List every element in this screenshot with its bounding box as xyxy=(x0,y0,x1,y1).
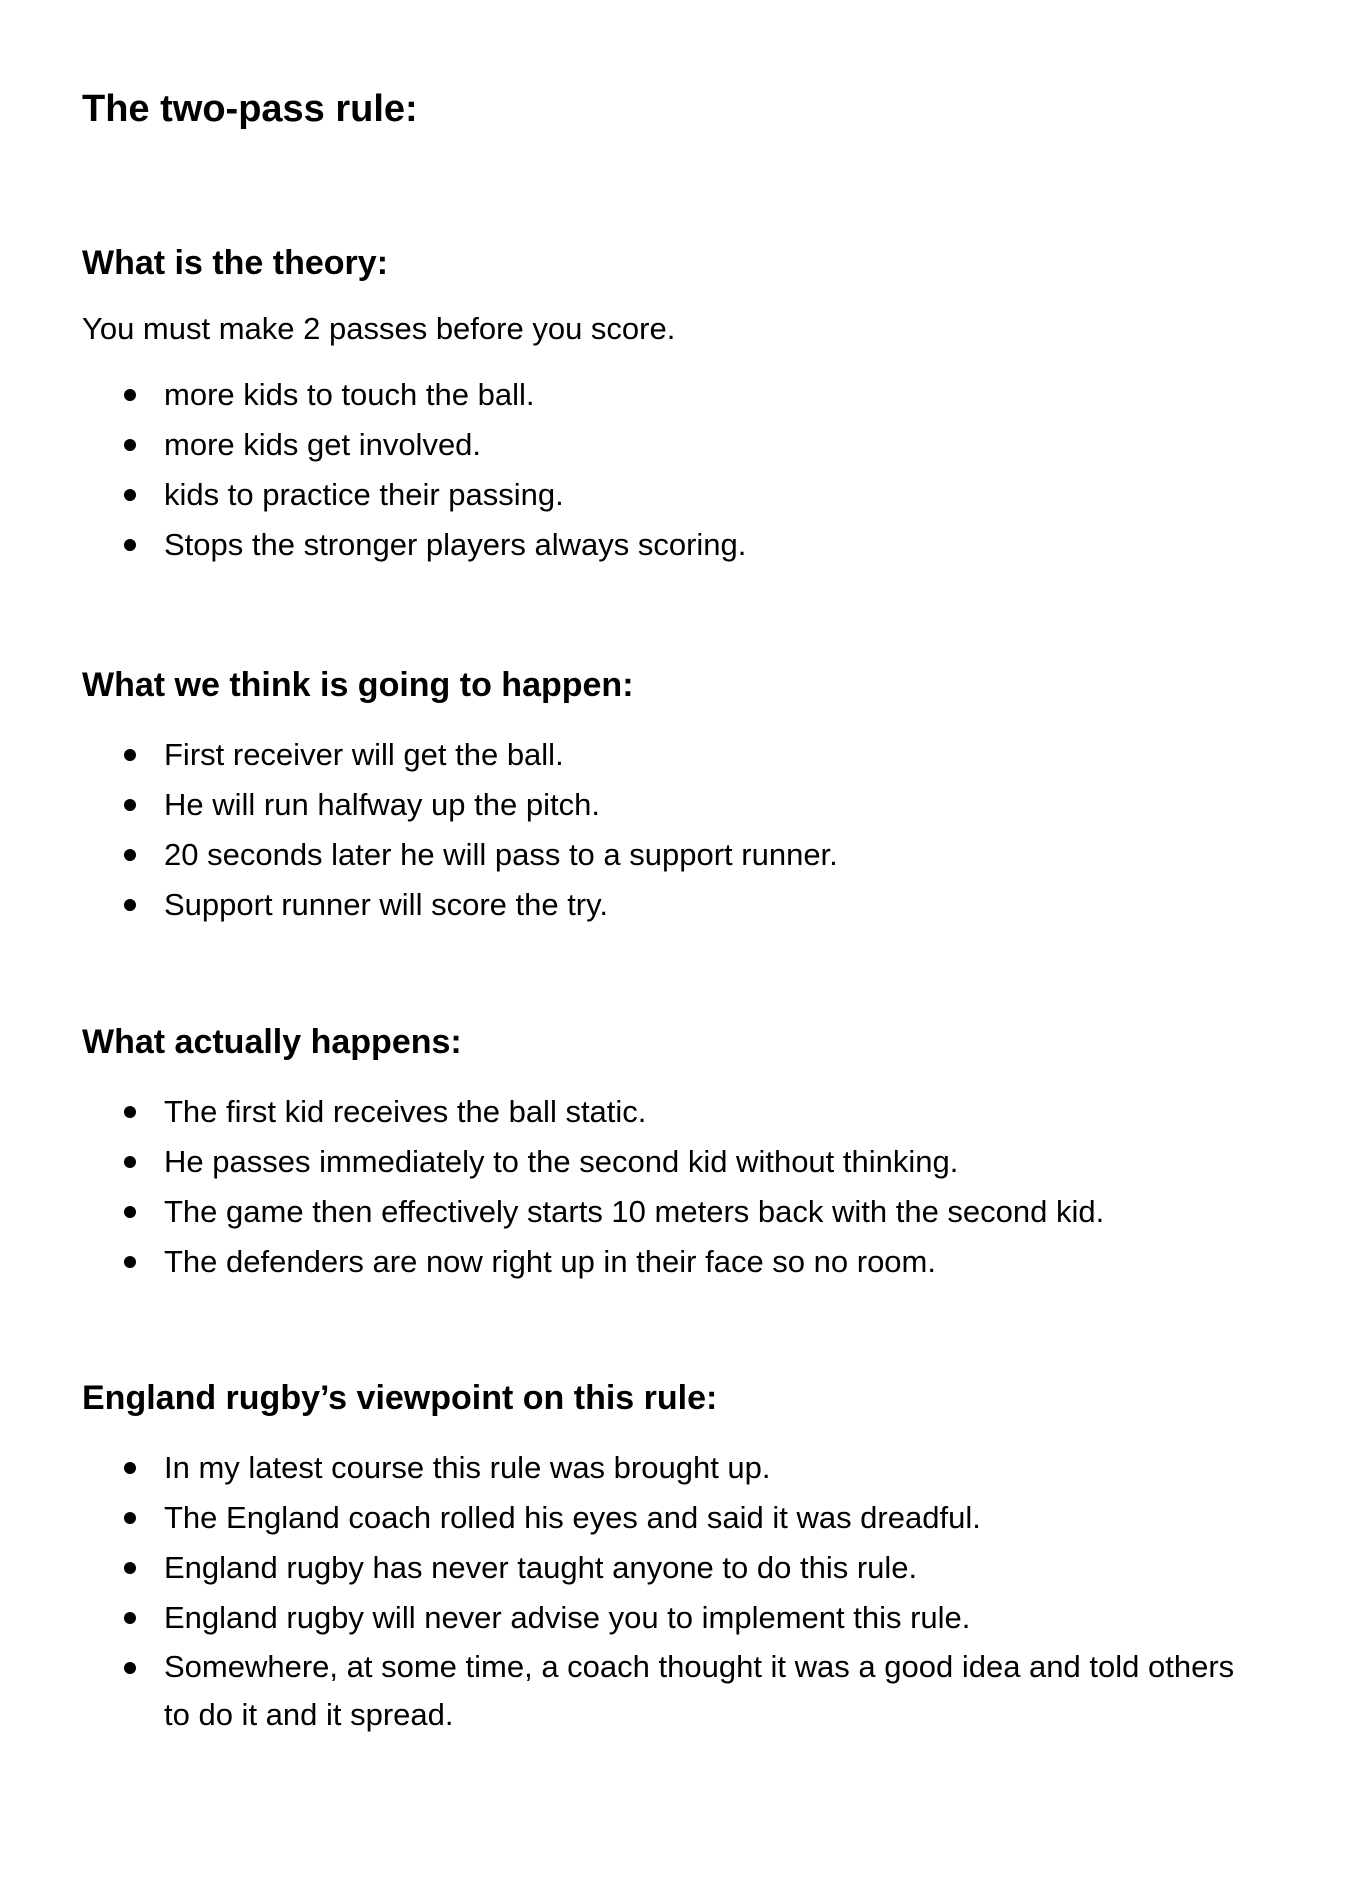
section-theory xyxy=(82,240,1262,570)
list-item xyxy=(82,1137,1262,1187)
bullet-icon xyxy=(124,539,136,551)
list-item xyxy=(82,1493,1262,1543)
bullet-icon xyxy=(124,1612,136,1624)
list-item xyxy=(82,830,1262,880)
section-heading: What actually happens: xyxy=(82,1023,462,1061)
bullet-icon xyxy=(124,1156,136,1168)
list-item-text: Support runner will score the try. xyxy=(164,887,608,922)
list-item-text: In my latest course this rule was brought up. xyxy=(164,1450,771,1485)
bullet-icon xyxy=(124,849,136,861)
bullet-list xyxy=(82,730,1262,930)
bullet-icon xyxy=(124,799,136,811)
list-item-text: The game then effectively starts 10 meters back with the second kid. xyxy=(164,1194,1105,1229)
list-item xyxy=(82,1643,1264,1739)
list-item xyxy=(82,420,1262,470)
bullet-icon xyxy=(124,489,136,501)
list-item xyxy=(82,780,1262,830)
list-item-text: England rugby has never taught anyone to do this rule. xyxy=(164,1550,918,1585)
list-item xyxy=(82,1593,1262,1643)
bullet-list xyxy=(82,370,1262,570)
list-item-text: The England coach rolled his eyes and said it was dreadful. xyxy=(164,1500,981,1535)
bullet-list xyxy=(82,1087,1262,1287)
list-item xyxy=(82,370,1262,420)
section-intro: You must make 2 passes before you score. xyxy=(82,311,676,346)
list-item-text: He passes immediately to the second kid without thinking. xyxy=(164,1144,959,1179)
list-item xyxy=(82,1443,1262,1493)
bullet-icon xyxy=(124,1512,136,1524)
list-item-text: The first kid receives the ball static. xyxy=(164,1094,647,1129)
list-item-text: kids to practice their passing. xyxy=(164,477,564,512)
list-item-text: more kids to touch the ball. xyxy=(164,377,535,412)
document-title: The two-pass rule: xyxy=(82,88,418,130)
list-item xyxy=(82,1087,1262,1137)
list-item-text: England rugby will never advise you to implement this rule. xyxy=(164,1600,971,1635)
list-item xyxy=(82,730,1262,780)
section-heading: What we think is going to happen: xyxy=(82,666,634,704)
list-item-text: Stops the stronger players always scoring. xyxy=(164,527,747,562)
bullet-icon xyxy=(124,1106,136,1118)
section-heading: England rugby’s viewpoint on this rule: xyxy=(82,1379,718,1417)
section-england-rugby-viewpoint xyxy=(82,1375,1262,1739)
list-item-text: Somewhere, at some time, a coach thought it was a good idea and told others to do it and it spread. xyxy=(164,1649,1235,1732)
bullet-icon xyxy=(124,1256,136,1268)
bullet-icon xyxy=(124,1206,136,1218)
list-item xyxy=(82,1543,1262,1593)
list-item xyxy=(82,520,1262,570)
section-expectation xyxy=(82,662,1262,930)
list-item-text: First receiver will get the ball. xyxy=(164,737,564,772)
list-item-text: 20 seconds later he will pass to a support runner. xyxy=(164,837,838,872)
list-item xyxy=(82,1237,1262,1287)
list-item-text: more kids get involved. xyxy=(164,427,482,462)
list-item-text: He will run halfway up the pitch. xyxy=(164,787,600,822)
bullet-icon xyxy=(124,389,136,401)
bullet-icon xyxy=(124,749,136,761)
section-heading: What is the theory: xyxy=(82,244,389,282)
list-item xyxy=(82,1187,1262,1237)
bullet-icon xyxy=(124,899,136,911)
section-reality xyxy=(82,1019,1262,1287)
list-item xyxy=(82,880,1262,930)
list-item xyxy=(82,470,1262,520)
bullet-icon xyxy=(124,1462,136,1474)
bullet-icon xyxy=(124,439,136,451)
bullet-icon xyxy=(124,1562,136,1574)
bullet-icon xyxy=(124,1662,136,1674)
bullet-list xyxy=(82,1443,1262,1739)
list-item-text: The defenders are now right up in their face so no room. xyxy=(164,1244,936,1279)
